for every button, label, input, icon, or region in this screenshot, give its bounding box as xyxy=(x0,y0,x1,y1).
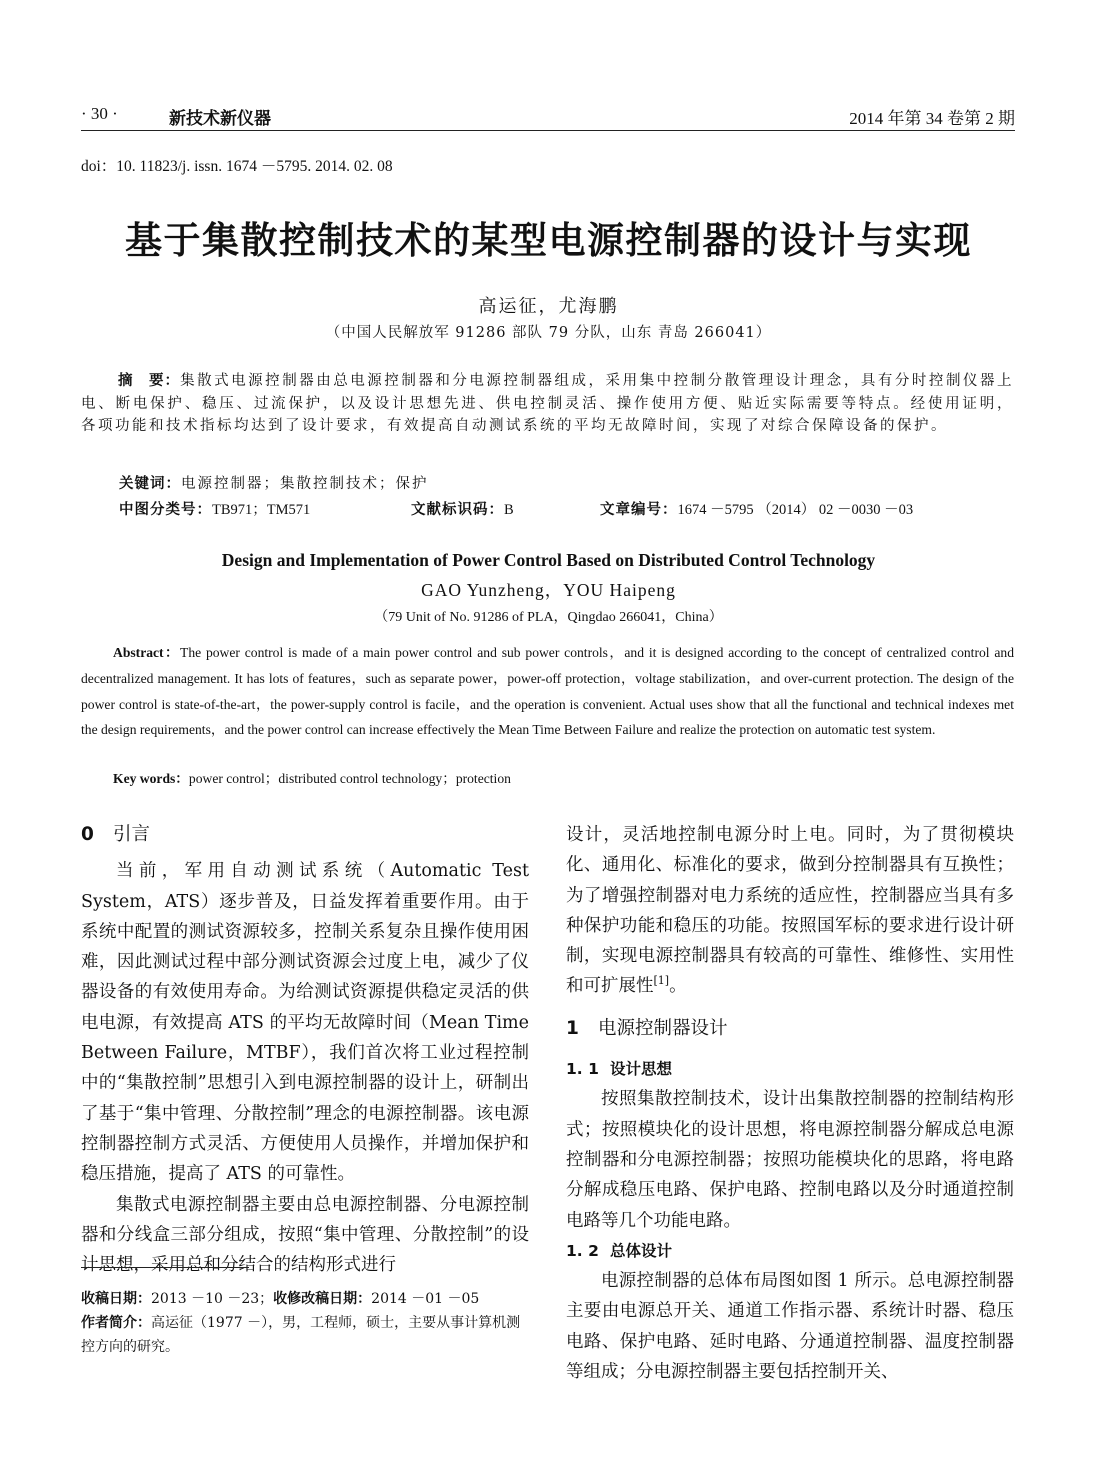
continued-paragraph xyxy=(566,820,1014,1002)
author-bio xyxy=(81,1311,529,1359)
section-0-number: 0 xyxy=(81,824,94,845)
revised-value: 2014 －01 －05 xyxy=(371,1291,480,1307)
bio-value: 高运征（1977 －），男，工程师，硕士，主要从事计算机测控方向的研究。 xyxy=(81,1315,521,1355)
continued-end: 。 xyxy=(669,976,687,997)
left-column xyxy=(81,820,529,1280)
footnote xyxy=(81,1287,529,1359)
journal-name: 新技术新仪器 xyxy=(169,109,271,129)
article-title-cn: 基于集散控制技术的某型电源控制器的设计与实现 xyxy=(125,219,972,262)
abstract-cn-label: 摘 要： xyxy=(118,373,181,389)
footnote-rule xyxy=(81,1267,249,1268)
section-1-heading xyxy=(566,1014,1014,1044)
intro-paragraph-2: 集散式电源控制器主要由总电源控制器、分电源控制器和分线盒三部分组成，按照“集中管理、分散控制”的设计思想，采用总和分结合的结构形式进行 xyxy=(81,1194,529,1276)
affiliation-cn: （中国人民解放军 91286 部队 79 分队，山东 青岛 266041） xyxy=(325,325,772,341)
abstract-en-label: Abstract： xyxy=(113,645,181,660)
bio-label: 作者简介： xyxy=(81,1315,151,1331)
abstract-cn xyxy=(81,370,1014,438)
section-1-title: 电源控制器设计 xyxy=(598,1017,728,1039)
issue-info: 2014 年第 34 卷第 2 期 xyxy=(849,109,1015,128)
section-1-1-heading xyxy=(566,1054,1014,1084)
received-value: 2013 －10 －23； xyxy=(151,1291,274,1307)
article-number xyxy=(600,498,913,519)
section-0-title: 引言 xyxy=(113,824,151,845)
citation-ref: [1] xyxy=(653,974,670,988)
keywords-en xyxy=(81,767,1014,787)
received-label: 收稿日期： xyxy=(81,1291,151,1307)
section-1-number: 1 xyxy=(566,1017,579,1039)
section-0-heading xyxy=(81,820,529,850)
clc-value: TB971；TM571 xyxy=(212,502,311,518)
keywords-en-label: Key words： xyxy=(113,771,189,786)
section-1-2-number: 1. 2 xyxy=(566,1241,599,1260)
section-1-1-title: 设计思想 xyxy=(610,1060,673,1079)
keywords-cn-text: 电源控制器；集散控制技术；保护 xyxy=(181,476,429,492)
section-1-2-title: 总体设计 xyxy=(610,1241,673,1260)
abstract-cn-text: 集散式电源控制器由总电源控制器和分电源控制器组成，采用集中控制分散管理设计理念，具有分时控制仪器上电、断电保护、稳压、过流保护，以及设计思想先进、供电控制灵活、操作使用方便、贴近实际需要等特点。经使用证明，各项功能和技术指标均达到了设计要求，有效提高自动测试系统的平均无故障时间，实现了对综合保障设备的保护。 xyxy=(81,373,1014,434)
clc-number xyxy=(119,498,310,519)
section-1-2-heading xyxy=(566,1236,1014,1266)
intro-paragraph-1: 当前，军用自动测试系统（Automatic Test System，ATS）逐步普及，日益发挥着重要作用。由于系统中配置的测试资源较多，控制关系复杂且操作使用困难，因此测试过程中部分测试资源会过度上电，减少了仪器设备的有效使用寿命。为给测试资源提供稳定灵活的供电电源，有效提高 ATS 的平均无故障时间（Mean Time Between Failure，MTBF），我们首次将工业过程控制中的“集散控制”思想引入到电源控制器的设计上，研制出了基于“集中管理、分散控制”理念的电源控制器。该电源控制器控制方式灵活、方便使用人员操作，并增加保护和稳压措施，提高了 ATS 的可靠性。 xyxy=(81,861,529,1185)
affiliation-en: （79 Unit of No. 91286 of PLA，Qingdao 266041，China） xyxy=(374,610,723,625)
section-1-1-number: 1. 1 xyxy=(566,1060,599,1079)
keywords-cn xyxy=(119,472,429,493)
keywords-cn-label: 关键词： xyxy=(119,476,181,492)
doc-value: B xyxy=(504,502,514,518)
abstract-en xyxy=(81,640,1014,743)
authors-en: GAO Yunzheng，YOU Haipeng xyxy=(421,580,676,600)
keywords-en-text: power control；distributed control technology；protection xyxy=(188,771,511,786)
art-label: 文章编号： xyxy=(600,502,678,518)
design-idea-paragraph: 按照集散控制技术，设计出集散控制器的控制结构形式；按照模块化的设计思想，将电源控制器分解成总电源控制器和分电源控制器；按照功能模块化的思路，将电路分解成稳压电路、保护电路、控制电路以及分时通道控制电路等几个功能电路。 xyxy=(566,1089,1014,1231)
art-value: 1674 －5795 （2014） 02 －0030 －03 xyxy=(677,502,914,518)
doi: doi：10. 11823/j. issn. 1674 －5795. 2014. 02. 08 xyxy=(81,158,393,175)
received-dates xyxy=(81,1287,529,1311)
abstract-en-text: The power control is made of a main power control and sub power controls，and it is designed according to the concept of centralized control and decentralized management. It has lots of features，such as separate power，power-off protection，voltage stabilization，and over-current protection. The design of the power control is state-of-the-art，the power-supply control is facile，and the operation is convenient. Actual uses show that all the functional and technical indexes met the design requirements，and the power control can increase effectively the Mean Time Between Failure and realize the protection on automatic test system. xyxy=(81,645,1014,738)
header-rule xyxy=(81,130,1015,131)
continued-text: 设计，灵活地控制电源分时上电。同时，为了贯彻模块化、通用化、标准化的要求，做到分控制器具有互换性；为了增强控制器对电力系统的适应性，控制器应当具有多种保护功能和稳压的功能。按照国军标的要求进行设计研制，实现电源控制器具有较高的可靠性、维修性、实用性和可扩展性 xyxy=(566,825,1014,997)
revised-label: 收修改稿日期： xyxy=(273,1291,372,1307)
authors-cn: 高运征，尤海鹏 xyxy=(478,296,619,317)
article-title-en: Design and Implementation of Power Control Based on Distributed Control Technology xyxy=(221,550,876,570)
overall-design-paragraph: 电源控制器的总体布局图如图 1 所示。总电源控制器主要由电源总开关、通道工作指示器、系统计时器、稳压电路、保护电路、延时电路、分通道控制器、温度控制器等组成；分电源控制器主要包括控制开关、 xyxy=(566,1271,1014,1383)
running-head xyxy=(81,104,1015,130)
doc-label: 文献标识码： xyxy=(411,502,504,518)
right-column xyxy=(566,820,1014,1387)
doc-code xyxy=(411,498,514,519)
page-number: · 30 · xyxy=(81,104,118,123)
clc-label: 中图分类号： xyxy=(119,502,212,518)
